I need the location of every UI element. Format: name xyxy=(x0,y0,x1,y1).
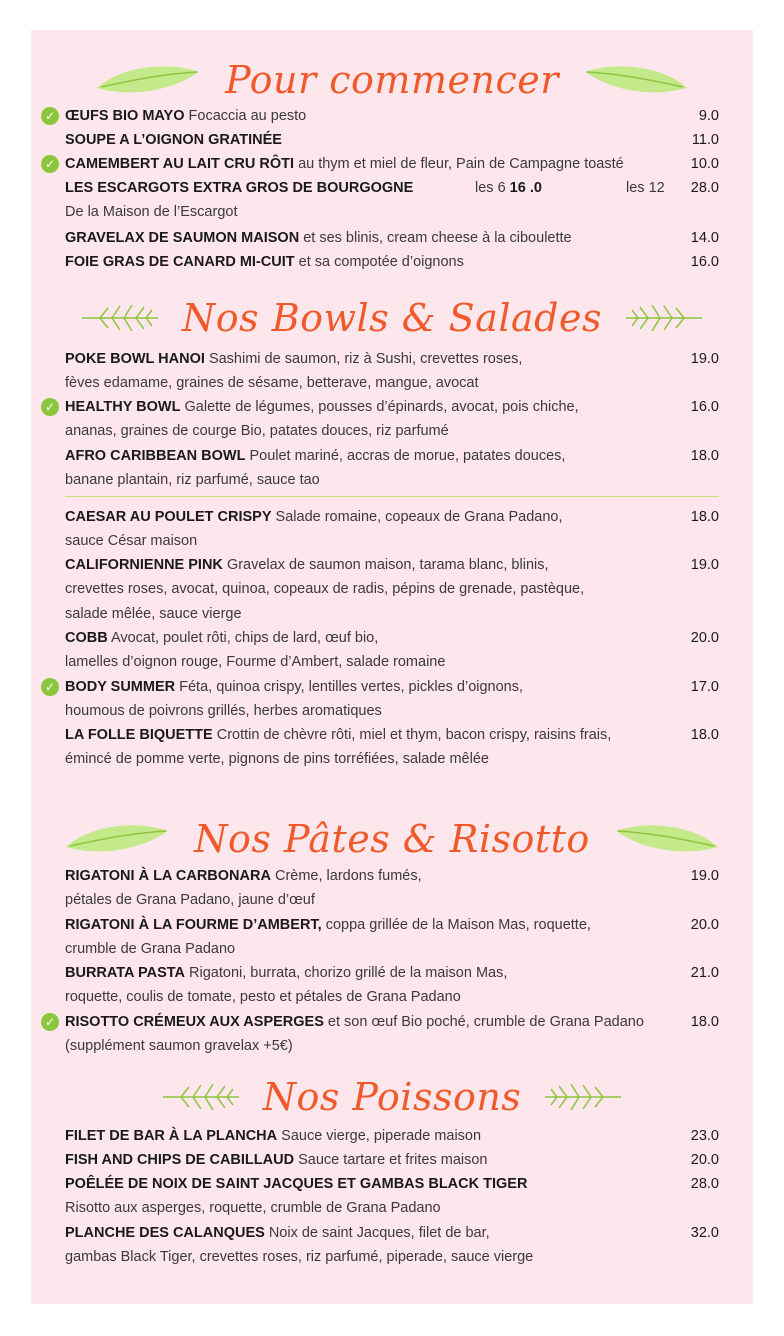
list-item: HEALTHY BOWL Galette de légumes, pousses d’épinards, avocat, pois chiche, xyxy=(65,399,579,415)
section-title: Nos Pâtes & Risotto xyxy=(194,817,590,861)
fern-decoration-icon xyxy=(80,298,160,338)
list-item: LA FOLLE BIQUETTE Crottin de chèvre rôti, miel et thym, bacon crispy, raisins frais, xyxy=(65,727,612,743)
item-price: 28.0 xyxy=(690,180,719,196)
list-item: FISH AND CHIPS DE CABILLAUD Sauce tartare et frites maison xyxy=(65,1152,488,1168)
item-price: 32.0 xyxy=(690,1225,719,1241)
vegetarian-leaf-icon: ✓ xyxy=(41,107,59,125)
menu-card xyxy=(31,30,753,1304)
list-item: CAESAR AU POULET CRISPY Salade romaine, copeaux de Grana Padano, xyxy=(65,509,563,525)
leaf-decoration-icon xyxy=(93,60,203,100)
item-price: 18.0 xyxy=(690,448,719,464)
list-item: GRAVELAX DE SAUMON MAISON et ses blinis, cream cheese à la ciboulette xyxy=(65,230,572,246)
list-item: RIGATONI À LA FOURME D’AMBERT, coppa grillée de la Maison Mas, roquette, xyxy=(65,917,591,933)
item-description: crumble de Grana Padano xyxy=(65,941,236,957)
item-price: 10.0 xyxy=(690,156,719,172)
list-item: COBB Avocat, poulet rôti, chips de lard, œuf bio, xyxy=(65,630,379,646)
section-header-bowls xyxy=(31,293,753,343)
item-price: 16.0 xyxy=(690,254,719,270)
list-item: SOUPE A L’OIGNON GRATINÉE xyxy=(65,132,282,148)
list-item: ŒUFS BIO MAYO Focaccia au pesto xyxy=(65,108,307,124)
section-header-fish xyxy=(31,1072,753,1122)
item-price: 16.0 xyxy=(690,399,719,415)
list-item: CAMEMBERT AU LAIT CRU RÔTI au thym et miel de fleur, Pain de Campagne toasté xyxy=(65,156,624,172)
item-price: 14.0 xyxy=(690,230,719,246)
item-price: 11.0 xyxy=(691,132,719,148)
item-description: lamelles d’oignon rouge, Fourme d’Ambert, salade romaine xyxy=(65,654,446,670)
item-price: 17.0 xyxy=(690,679,719,695)
item-price: 20.0 xyxy=(690,917,719,933)
vegetarian-leaf-icon: ✓ xyxy=(41,678,59,696)
leaf-decoration-icon xyxy=(581,60,691,100)
item-price: 23.0 xyxy=(690,1128,719,1144)
item-description: sauce César maison xyxy=(65,533,198,549)
list-item: LES ESCARGOTS EXTRA GROS DE BOURGOGNE xyxy=(65,180,414,196)
list-item: CALIFORNIENNE PINK Gravelax de saumon maison, tarama blanc, blinis, xyxy=(65,557,549,573)
item-price: 19.0 xyxy=(690,557,719,573)
item-price: 20.0 xyxy=(690,630,719,646)
item-description: De la Maison de l’Escargot xyxy=(65,204,238,220)
list-item: BODY SUMMER Féta, quinoa crispy, lentilles vertes, pickles d’oignons, xyxy=(65,679,524,695)
section-title: Nos Poissons xyxy=(262,1075,522,1119)
section-header-starters xyxy=(31,55,753,105)
vegetarian-leaf-icon: ✓ xyxy=(41,155,59,173)
item-price: 19.0 xyxy=(690,351,719,367)
leaf-decoration-icon xyxy=(612,819,722,859)
item-description: banane plantain, riz parfumé, sauce tao xyxy=(65,472,320,488)
item-description: (supplément saumon gravelax +5€) xyxy=(65,1038,293,1054)
item-price: 21.0 xyxy=(690,965,719,981)
item-description: gambas Black Tiger, crevettes roses, riz parfumé, piperade, sauce vierge xyxy=(65,1249,534,1265)
vegetarian-leaf-icon: ✓ xyxy=(41,1013,59,1031)
list-item: AFRO CARIBBEAN BOWL Poulet mariné, accras de morue, patates douces, xyxy=(65,448,566,464)
item-description: Risotto aux asperges, roquette, crumble de Grana Padano xyxy=(65,1200,441,1216)
section-title: Pour commencer xyxy=(225,58,559,102)
section-header-pasta xyxy=(31,814,753,864)
list-item: RIGATONI À LA CARBONARA Crème, lardons fumés, xyxy=(65,868,422,884)
list-item: RISOTTO CRÉMEUX AUX ASPERGES et son œuf Bio poché, crumble de Grana Padano xyxy=(65,1014,644,1030)
list-item: FOIE GRAS DE CANARD MI-CUIT et sa compotée d’oignons xyxy=(65,254,464,270)
item-description: roquette, coulis de tomate, pesto et pétales de Grana Padano xyxy=(65,989,461,1005)
item-price: 19.0 xyxy=(690,868,719,884)
item-description: pétales de Grana Padano, jaune d’œuf xyxy=(65,892,315,908)
item-price: 9.0 xyxy=(698,108,719,124)
item-description: salade mêlée, sauce vierge xyxy=(65,606,242,622)
list-item: FILET DE BAR À LA PLANCHA Sauce vierge, piperade maison xyxy=(65,1128,482,1144)
item-description: fèves edamame, graines de sésame, betterave, mangue, avocat xyxy=(65,375,479,391)
portion-label: les 12 xyxy=(626,180,665,196)
item-price: 18.0 xyxy=(690,509,719,525)
fern-decoration-icon xyxy=(624,298,704,338)
fern-decoration-icon xyxy=(161,1077,241,1117)
item-price: 18.0 xyxy=(690,727,719,743)
item-description: ananas, graines de courge Bio, patates douces, riz parfumé xyxy=(65,423,449,439)
divider xyxy=(65,496,719,497)
list-item: PLANCHE DES CALANQUES Noix de saint Jacques, filet de bar, xyxy=(65,1225,490,1241)
item-description: émincé de pomme verte, pignons de pins torréfiées, salade mêlée xyxy=(65,751,489,767)
item-price: 28.0 xyxy=(690,1176,719,1192)
list-item: POKE BOWL HANOI Sashimi de saumon, riz à Sushi, crevettes roses, xyxy=(65,351,523,367)
vegetarian-leaf-icon: ✓ xyxy=(41,398,59,416)
item-description: houmous de poivrons grillés, herbes aromatiques xyxy=(65,703,382,719)
item-description: crevettes roses, avocat, quinoa, copeaux de radis, pépins de grenade, pastèque, xyxy=(65,581,585,597)
list-item: BURRATA PASTA Rigatoni, burrata, chorizo grillé de la maison Mas, xyxy=(65,965,508,981)
item-price: 20.0 xyxy=(690,1152,719,1168)
portion-option: les 6 16 .0 xyxy=(475,180,542,196)
leaf-decoration-icon xyxy=(62,819,172,859)
section-title: Nos Bowls & Salades xyxy=(182,296,602,340)
item-price: 18.0 xyxy=(690,1014,719,1030)
fern-decoration-icon xyxy=(543,1077,623,1117)
list-item: POÊLÉE DE NOIX DE SAINT JACQUES ET GAMBAS BLACK TIGER xyxy=(65,1176,528,1192)
